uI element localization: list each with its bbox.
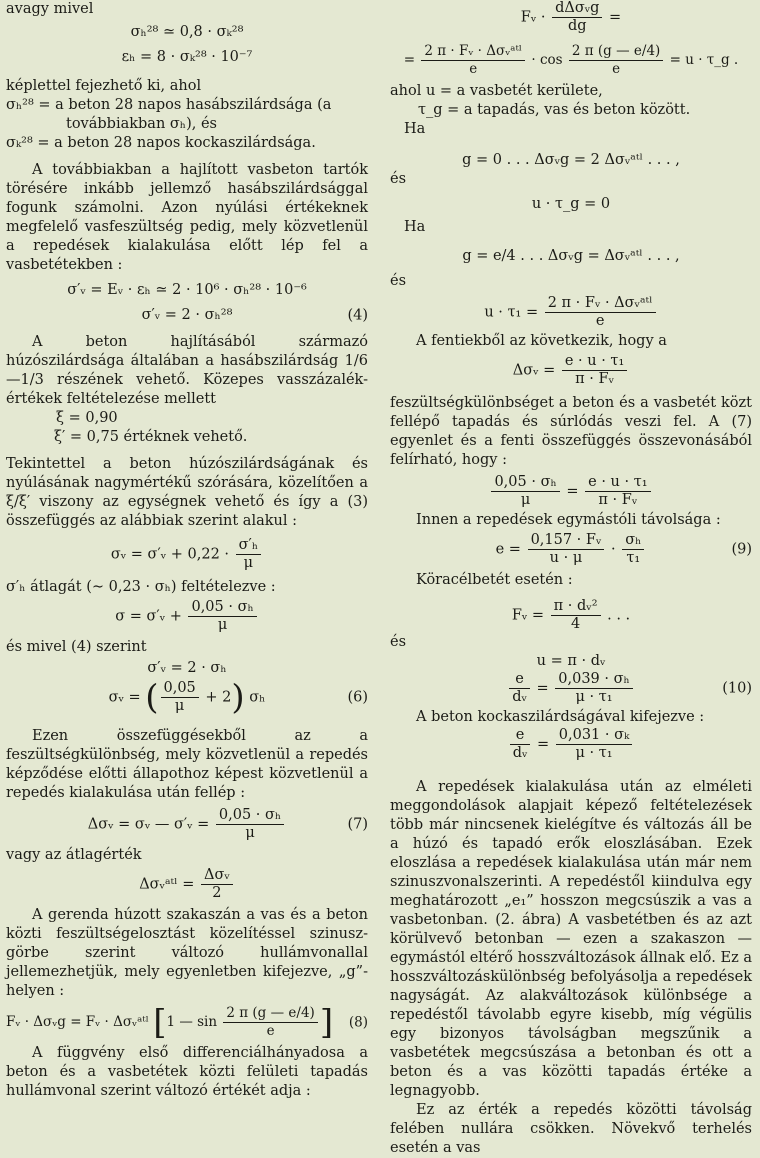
fraction <box>201 867 233 902</box>
numerator: Δσᵥ <box>201 867 233 885</box>
equation-lhs: Δσᵥ = <box>512 362 556 379</box>
equation: σ′ᵥ = 2 · σₕ <box>147 660 227 676</box>
equation-number: (9) <box>731 541 752 557</box>
right-column <box>390 0 752 1158</box>
denominator: μ <box>243 555 254 571</box>
fraction <box>556 727 633 762</box>
equation: σ′ᵥ = 2 · σₕ²⁸ <box>141 307 233 323</box>
equation-lhs: σᵥ = σ′ᵥ + 0,22 · <box>110 546 230 563</box>
equation <box>390 474 752 509</box>
denominator: μ <box>520 492 531 508</box>
denominator: μ · τ₁ <box>575 689 613 705</box>
equation-6 <box>6 677 368 718</box>
fraction <box>161 680 199 715</box>
denominator: e <box>469 61 478 77</box>
fraction <box>223 1005 317 1040</box>
fraction <box>622 532 644 567</box>
text-line: és <box>390 171 407 187</box>
equation-number: (4) <box>347 307 368 323</box>
equation: u = π · dᵥ <box>536 653 606 669</box>
paragraph: Ezen összefüggésekből az a feszültségkülönbség, mely közvetlenül a repedés képződése előtti állapothoz képest közvetlenül a repedés kialakulása után fellép : <box>6 728 368 801</box>
denominator: u · μ <box>549 550 583 566</box>
equation-term: . . . <box>607 607 631 624</box>
denominator: μ <box>174 698 185 714</box>
equation-term: = <box>609 9 622 26</box>
text-line: Innen a repedések egymástóli távolsága : <box>416 512 721 528</box>
fraction <box>552 0 602 35</box>
equation: u · τ_g = 0 <box>531 196 611 212</box>
denominator: e <box>595 313 605 329</box>
denominator: dᵥ <box>512 689 527 705</box>
definition: σₕ²⁸ = a beton 28 napos hasábszilárdsága (a <box>6 97 332 113</box>
fraction <box>216 807 284 842</box>
equation <box>6 537 368 572</box>
equation-8 <box>6 1002 368 1043</box>
numerator: σₕ <box>622 532 644 550</box>
paragraph: A függvény első differenciálhányadosa a beton és a vasbetétek közti felületi tapadás hullámvonal szerint változó értékét adja : <box>6 1045 368 1099</box>
equation-lhs: Fᵥ · Δσᵥg = Fᵥ · Δσᵥᵃᵗˡ <box>6 1014 149 1030</box>
numerator: 2 π (g — e/4) <box>569 43 663 61</box>
fraction <box>562 353 627 388</box>
text-line: képlettel fejezhető ki, ahol <box>6 78 202 94</box>
equation-lhs: Fᵥ · <box>520 9 546 26</box>
text-line: A fentiekből az következik, hogy a <box>416 333 667 349</box>
equation-lhs: σᵥ = <box>108 689 141 706</box>
paragraph: feszültségkülönbséget a beton és a vasbetét közt fellépő tapadás és súrlódás veszi fel. A (7) egyenlet és a fenti összefüggés összevonásából felírható, hogy : <box>390 395 752 468</box>
equation-lhs: u · τ₁ = <box>484 304 539 321</box>
equation-10 <box>390 671 752 706</box>
fraction <box>555 671 633 706</box>
equation-4 <box>6 306 368 325</box>
paragraph: A gerenda húzott szakaszán a vas és a beton közti feszültségelosztást közelítéssel szinusz-görbe szerint változó hullámvonallal jellemezhetjük, mely egyenletben kifejezve, „g”-helyen : <box>6 907 368 999</box>
paragraph: Ez az érték a repedés közötti távolság felében nullára csökken. Növekvő terhelés esetén a vas <box>390 1102 752 1156</box>
equation-term: = <box>566 483 579 500</box>
denominator: e <box>266 1023 275 1039</box>
equation-term: 1 — sin <box>166 1014 218 1030</box>
equation-7 <box>6 807 368 842</box>
equation: εₕ = 8 · σₖ²⁸ · 10⁻⁷ <box>121 49 253 65</box>
definition: σₖ²⁸ = a beton 28 napos kockaszilárdsága. <box>6 135 316 151</box>
equation-term: = <box>536 680 549 697</box>
denominator: 2 <box>212 885 222 901</box>
equation: ξ = 0,90 <box>56 410 118 426</box>
definition: ahol u = a vasbetét kerülete, <box>390 83 603 99</box>
equation-number: (6) <box>347 689 368 705</box>
equation <box>390 353 752 388</box>
fraction <box>491 474 559 509</box>
bracket-open: [ <box>153 1002 167 1043</box>
left-column <box>6 0 368 1101</box>
paragraph: A beton hajlításából származó húzószilárdsága általában a hasábszilárdság 1/6—1/3 részének vehető. Közepes vasszázalék-értékek feltételezése mellett <box>6 334 368 407</box>
equation-9: e = $\frac{\text{0,157 · Fᵥ}}{u \cdot \mu}$ · $\frac{\text{σₕ}}{\text{τ₁}}$ (9) <box>495 532 752 566</box>
numerator: e <box>510 727 531 745</box>
equation <box>390 598 752 633</box>
text-line: és mivel (4) szerint <box>6 639 147 655</box>
equation <box>390 0 752 35</box>
numerator: e <box>509 671 530 689</box>
equation-number: (7) <box>347 816 368 832</box>
numerator: 0,05 · σₕ <box>216 807 284 825</box>
bracket-close: ] <box>319 1002 334 1043</box>
denominator: μ · τ₁ <box>575 745 613 761</box>
equation <box>390 727 752 762</box>
equation <box>6 867 368 902</box>
numerator: 2 π (g — e/4) <box>223 1005 317 1023</box>
fraction <box>510 727 531 762</box>
equation-term: · cos <box>531 52 563 68</box>
numerator: e · u · τ₁ <box>585 474 650 492</box>
numerator: e · u · τ₁ <box>562 353 627 371</box>
denominator: 4 <box>570 616 581 632</box>
fraction <box>509 671 530 706</box>
equation: ξ′ = 0,75 értéknek vehető. <box>54 429 248 445</box>
fraction <box>569 43 663 78</box>
numerator: 0,05 · σₕ <box>188 599 256 617</box>
numerator: σ′ₕ <box>236 537 261 555</box>
fraction <box>551 598 601 633</box>
text-line: Ha <box>404 121 426 137</box>
equation-lhs: Δσᵥ = σᵥ — σ′ᵥ = <box>87 816 210 833</box>
numerator: 0,031 · σₖ <box>556 727 633 745</box>
text-line: A beton kockaszilárdságával kifejezve : <box>416 709 705 725</box>
fraction <box>188 599 256 634</box>
equation-lhs: e = <box>495 541 521 558</box>
text-line: Köracélbetét esetén : <box>416 572 573 588</box>
text-line: avagy mivel <box>6 1 94 17</box>
fraction <box>585 474 650 509</box>
equation: σ′ᵥ = Eᵥ · εₕ ≃ 2 · 10⁶ · σₕ²⁸ · 10⁻⁶ <box>67 282 307 298</box>
text-line: és <box>390 273 407 289</box>
paren-close: ) <box>231 677 245 718</box>
equation-term: = <box>403 52 416 68</box>
fraction <box>421 43 525 78</box>
paragraph: Tekintettel a beton húzószilárdságának és nyúlásának nagymértékű szórására, közelítően a ξ/ξ′ viszony az egységnek vehető és így a (3) összefüggés az alábbiak szerint alakul : <box>6 456 368 529</box>
numerator: 0,157 · Fᵥ <box>528 532 605 550</box>
equation-lhs: Δσᵥᵃᵗˡ = <box>139 876 195 893</box>
definition: továbbiakban σₕ), és <box>66 116 217 132</box>
denominator: τ₁ <box>626 550 641 566</box>
equation: g = e/4 . . . Δσᵥg = Δσᵥᵃᵗˡ . . . , <box>462 248 680 264</box>
equation-term: + 2 <box>205 689 232 706</box>
paren-open: ( <box>145 677 159 718</box>
denominator: e <box>612 61 621 77</box>
paragraph: A repedések kialakulása után az elméleti meggondolások alapjait képező feltételezések több már nincsenek kielégítve és változás áll be a húzó és tapadó erők eloszlásában. Ezek eloszlása a repedések kialakulása után már nem szinuszvonalszerinti. A repedéstől kiindulva egy meghatározott „e₁” hosszon megcsúszik a vas a vasbetonban. (2. ábra) A vasbetétben és az azt körülvevő betonban — ezen a szakaszon — egymástól eltérő hosszváltozások állnak elő. Ez a hosszváltozáskülönbség befolyásolja a repedések nagyságát. Az alakváltozások különbsége a repedéstől távolabb egyre kisebb, míg végülis egy bizonyos távolságban megszűnik a vasbetétek megcsúszása a betonban és ott a beton és a vas közötti tapadás értéke a legnagyobb. <box>390 779 753 1099</box>
equation-term: σₕ <box>249 689 266 706</box>
numerator: 2 π · Fᵥ · Δσᵥᵃᵗˡ <box>545 295 656 313</box>
text-line: vagy az átlagérték <box>6 847 142 863</box>
equation <box>6 599 368 634</box>
definition: τ_g = a tapadás, vas és beton között. <box>418 102 691 118</box>
equation <box>390 295 752 330</box>
numerator: dΔσᵥg <box>552 0 602 18</box>
numerator: 0,05 · σₕ <box>491 474 559 492</box>
denominator: π · Fᵥ <box>598 492 638 508</box>
numerator: 0,039 · σₕ <box>555 671 633 689</box>
text-line: σ′ₕ átlagát (∼ 0,23 · σₕ) feltételezve : <box>6 579 276 595</box>
fraction <box>528 532 605 567</box>
denominator: π · Fᵥ <box>575 371 614 387</box>
equation: σₕ²⁸ ≃ 0,8 · σₖ²⁸ <box>130 24 244 40</box>
denominator: dg <box>567 18 587 34</box>
numerator: 0,05 <box>161 680 199 698</box>
equation: g = 0 . . . Δσᵥg = 2 Δσᵥᵃᵗˡ . . . , <box>462 152 680 168</box>
text-line: és <box>390 634 407 650</box>
text-line: Ha <box>404 219 426 235</box>
equation-number: (8) <box>348 1014 368 1030</box>
equation <box>390 43 752 78</box>
equation-number: (10) <box>722 680 752 696</box>
numerator: π · dᵥ² <box>551 598 601 616</box>
equation-term: = <box>537 736 550 753</box>
fraction <box>545 295 656 330</box>
fraction <box>236 537 261 572</box>
paragraph: A továbbiakban a hajlított vasbeton tartók törésére inkább jellemző hasábszilárdsággal fogunk számolni. Azon nyúlási értékeknek megfelelő vasfeszültség pedig, mely közvetlenül a repedések kialakulása előtt lép fel a vasbetétekben : <box>6 162 368 273</box>
equation-term: = u · τ_g . <box>669 52 739 68</box>
numerator: 2 π · Fᵥ · Δσᵥᵃᵗˡ <box>421 43 525 61</box>
equation-lhs: Fᵥ = <box>511 607 545 624</box>
denominator: μ <box>245 825 255 841</box>
denominator: μ <box>217 617 228 633</box>
equation-lhs: σ = σ′ᵥ + <box>115 608 182 625</box>
denominator: dᵥ <box>512 745 528 761</box>
